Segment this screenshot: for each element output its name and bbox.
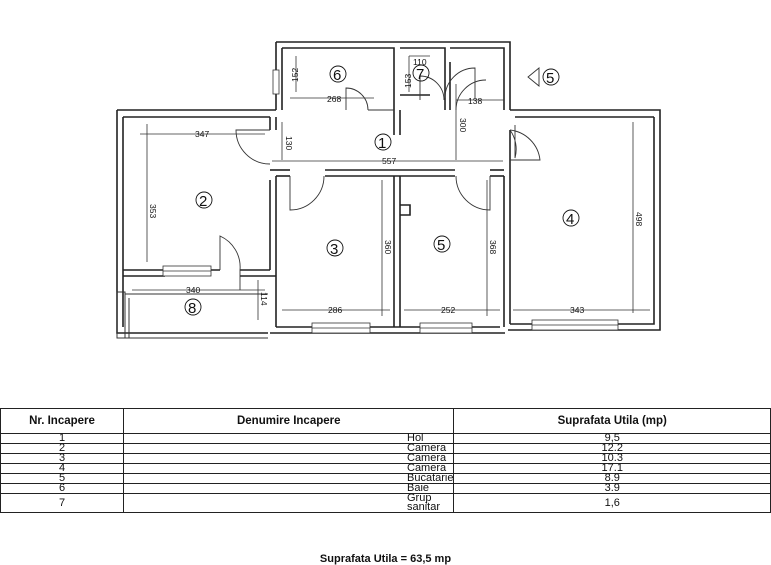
header-nr: Nr. Incapere xyxy=(1,409,124,434)
dimension-lines xyxy=(132,56,650,320)
dim-252: 252 xyxy=(441,305,456,315)
cell-name: Bucatarie xyxy=(124,474,454,484)
table-row xyxy=(1,434,771,444)
entrance-arrow-icon xyxy=(528,68,539,86)
header-area: Suprafata Utila (mp) xyxy=(454,409,771,434)
cell-area: 8.9 xyxy=(454,474,771,484)
cell-nr: 6 xyxy=(1,484,124,494)
cell-area: 12.2 xyxy=(454,444,771,454)
cell-area: 10.3 xyxy=(454,454,771,464)
dim-368: 368 xyxy=(488,240,498,255)
cell-area: 1,6 xyxy=(454,494,771,513)
cell-nr: 4 xyxy=(1,464,124,474)
cell-nr: 3 xyxy=(1,454,124,464)
entrance-label: 5 xyxy=(546,70,555,87)
dim-343: 343 xyxy=(570,305,585,315)
dim-300: 300 xyxy=(458,118,468,133)
dim-152: 152 xyxy=(290,67,300,82)
table-row xyxy=(1,464,771,474)
cell-nr: 7 xyxy=(1,494,124,513)
table-header-row xyxy=(1,409,771,434)
dim-130: 130 xyxy=(284,136,294,151)
table-row xyxy=(1,494,771,513)
dim-347: 347 xyxy=(195,129,210,139)
dimension-labels xyxy=(148,57,644,315)
cell-area: 17.1 xyxy=(454,464,771,474)
cell-nr: 1 xyxy=(1,434,124,444)
dim-153: 153 xyxy=(403,73,413,88)
cell-name: Hol xyxy=(124,434,454,444)
dim-557: 557 xyxy=(382,156,397,166)
cell-nr: 5 xyxy=(1,474,124,484)
room-8-label: 8 xyxy=(188,300,197,317)
room-5-label: 5 xyxy=(437,237,446,254)
cell-name: Baie xyxy=(124,484,454,494)
total-area: Suprafata Utila = 63,5 mp xyxy=(319,553,452,565)
dim-114: 114 xyxy=(259,292,269,306)
dim-110: 110 xyxy=(413,57,427,67)
dim-360: 360 xyxy=(383,240,393,255)
table-row xyxy=(1,484,771,494)
dim-498: 498 xyxy=(634,212,644,227)
cell-nr: 2 xyxy=(1,444,124,454)
dim-353: 353 xyxy=(148,204,158,219)
room-4-label: 4 xyxy=(566,211,575,228)
cell-name: Camera xyxy=(124,454,454,464)
room-6-label: 6 xyxy=(333,67,342,84)
table-row xyxy=(1,444,771,454)
cell-name: Grup sanitar xyxy=(124,494,454,513)
dim-340: 340 xyxy=(186,285,201,295)
dim-138: 138 xyxy=(468,96,483,106)
doors xyxy=(220,68,540,290)
dim-268: 268 xyxy=(327,94,342,104)
cell-area: 3.9 xyxy=(454,484,771,494)
table-row xyxy=(1,474,771,484)
cell-name: Camera xyxy=(124,444,454,454)
room-1-label: 1 xyxy=(378,135,387,152)
header-name: Denumire Incapere xyxy=(124,409,454,434)
cell-name: Camera xyxy=(124,464,454,474)
table-row xyxy=(1,454,771,464)
room-7-label: 7 xyxy=(416,66,425,83)
dim-286: 286 xyxy=(328,305,343,315)
interior-walls xyxy=(123,62,510,327)
room-3-label: 3 xyxy=(330,241,339,258)
room-2-label: 2 xyxy=(199,193,208,210)
room-area-table xyxy=(0,408,771,513)
cell-area: 9,5 xyxy=(454,434,771,444)
